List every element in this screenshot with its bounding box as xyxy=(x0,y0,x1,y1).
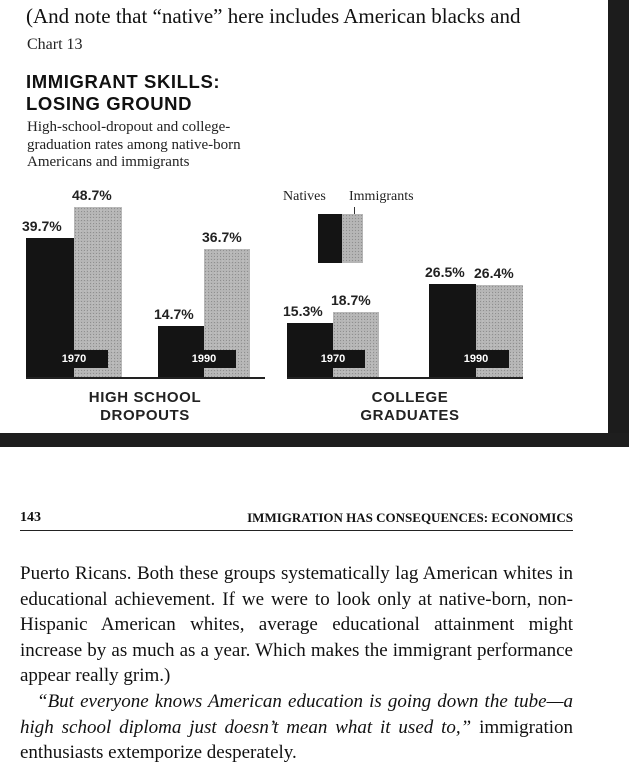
group-label-dropouts-line2: DROPOUTS xyxy=(100,407,190,424)
group-label-graduates-line2: GRADUATES xyxy=(360,407,460,424)
year-label-1990: 1990 xyxy=(172,350,236,368)
chart-label: Chart 13 xyxy=(27,36,83,53)
group-label-dropouts xyxy=(70,389,220,425)
value-label-immigrants-1970: 18.7% xyxy=(331,291,371,308)
group-label-dropouts-line1: HIGH SCHOOL xyxy=(88,389,202,406)
value-label-natives-1970: 15.3% xyxy=(283,303,323,320)
running-head: IMMIGRATION HAS CONSEQUENCES: ECONOMICS xyxy=(247,510,573,525)
chart-title-line2: LOSING GROUND xyxy=(26,93,193,114)
value-label-natives-1990: 14.7% xyxy=(154,305,194,322)
value-label-immigrants-1990: 36.7% xyxy=(202,228,242,245)
x-axis-graduates xyxy=(287,377,523,379)
page-number: 143 xyxy=(20,510,41,525)
viewer-background-strip xyxy=(608,0,629,433)
year-label-1970: 1970 xyxy=(40,350,108,368)
quote-italic: “But everyone knows American education is going down the tube—a high school diploma just doesn’t mean what it used to,” xyxy=(20,690,573,738)
chart-subtitle: High-school-dropout and college-graduation rates among native-born Americans and immigrants xyxy=(27,119,241,170)
x-axis-dropouts xyxy=(26,377,265,379)
legend-swatch-natives xyxy=(318,214,342,263)
value-label-natives-1990: 26.5% xyxy=(425,264,465,281)
page-gap xyxy=(0,433,629,447)
header-rule xyxy=(20,530,573,531)
value-label-immigrants-1970: 48.7% xyxy=(72,186,112,203)
legend-natives: Natives xyxy=(283,189,326,204)
previous-page-text-line: (And note that “native” here includes American blacks and xyxy=(26,4,521,28)
year-label-1990: 1990 xyxy=(443,350,509,368)
group-label-graduates xyxy=(335,389,485,425)
year-label-1970: 1970 xyxy=(301,350,365,368)
quote-rest: immigration enthusiasts extemporize desperately. xyxy=(20,716,574,764)
legend-swatch-immigrants xyxy=(342,214,363,263)
quote-paragraph xyxy=(20,689,573,766)
paragraph: Puerto Ricans. Both these groups systematically lag American whites in educational achievement. If we were to look only at native-born, non-Hispanic American whites, average educational attainment might increase by as much as a year. Which makes the immigrant performance appear really grim.) xyxy=(20,563,573,687)
body-text xyxy=(20,561,573,766)
chart-title xyxy=(26,71,220,115)
chart-title-line1: IMMIGRANT SKILLS: xyxy=(26,71,221,92)
value-label-immigrants-1990: 26.4% xyxy=(474,264,514,281)
group-label-graduates-line1: COLLEGE xyxy=(371,389,449,406)
legend-immigrants: Immigrants xyxy=(349,189,414,204)
value-label-natives-1970: 39.7% xyxy=(22,218,62,235)
